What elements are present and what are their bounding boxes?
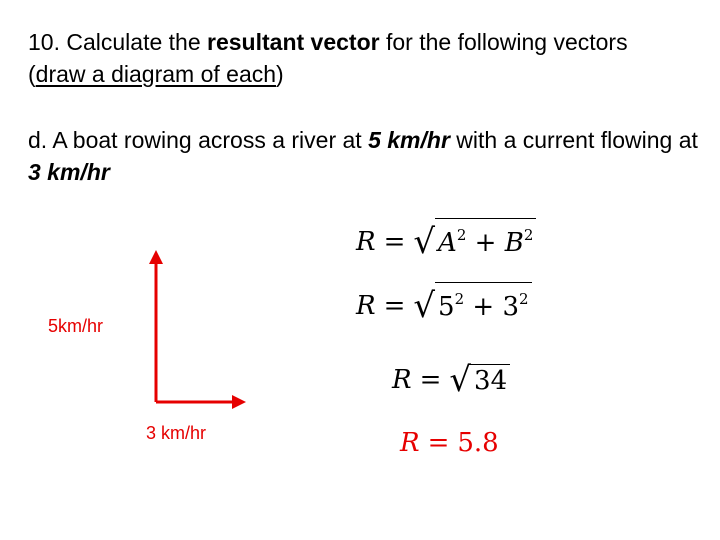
equation-substituted (356, 282, 532, 326)
equation-result (400, 428, 499, 458)
equation-general (356, 218, 536, 262)
question-number: 10. (28, 29, 60, 55)
question-text-a: Calculate the (66, 29, 201, 55)
eq3-radicand: 34 (471, 364, 510, 395)
eq1-equals: = (383, 227, 406, 257)
equation-sum (392, 360, 510, 400)
eq1-lhs: R (356, 227, 376, 257)
eq1-radicand: $A^2 + B^2$ (435, 218, 536, 257)
paren-close: ) (276, 61, 284, 87)
sqrt-symbol: √ (413, 222, 436, 262)
eq3-lhs: R (392, 365, 412, 395)
eq2-equals: = (383, 291, 406, 321)
eq4-equals: = (427, 428, 450, 458)
sqrt-symbol: √ (413, 286, 436, 326)
question-instruction: draw a diagram of each (35, 61, 277, 87)
eq2-radicand: $5^2 + 3^2$ (435, 282, 532, 321)
part-label: d. (28, 127, 48, 153)
eq1-radical (413, 218, 536, 262)
part-speed1: 5 km/hr (368, 127, 450, 153)
question-text-bold: resultant vector (207, 29, 380, 55)
vertical-arrowhead (149, 250, 163, 264)
eq2-radical (413, 282, 531, 326)
eq3-radical (449, 360, 510, 400)
sqrt-symbol: √ (449, 360, 472, 400)
horizontal-arrowhead (232, 395, 246, 409)
eq4-value: 5.8 (457, 428, 499, 458)
part-text-b: with a current flowing at (456, 127, 698, 153)
part-text-a: A boat rowing across a river at (52, 127, 362, 153)
part-speed2: 3 km/hr (28, 159, 110, 185)
vertical-vector-label: 5km/hr (48, 316, 104, 336)
question-text-b: for the following vectors (385, 29, 628, 55)
paren-open: ( (28, 61, 36, 87)
eq4-lhs: R (400, 428, 420, 458)
horizontal-vector-label: 3 km/hr (146, 423, 207, 443)
eq2-lhs: R (356, 291, 376, 321)
eq3-equals: = (419, 365, 442, 395)
